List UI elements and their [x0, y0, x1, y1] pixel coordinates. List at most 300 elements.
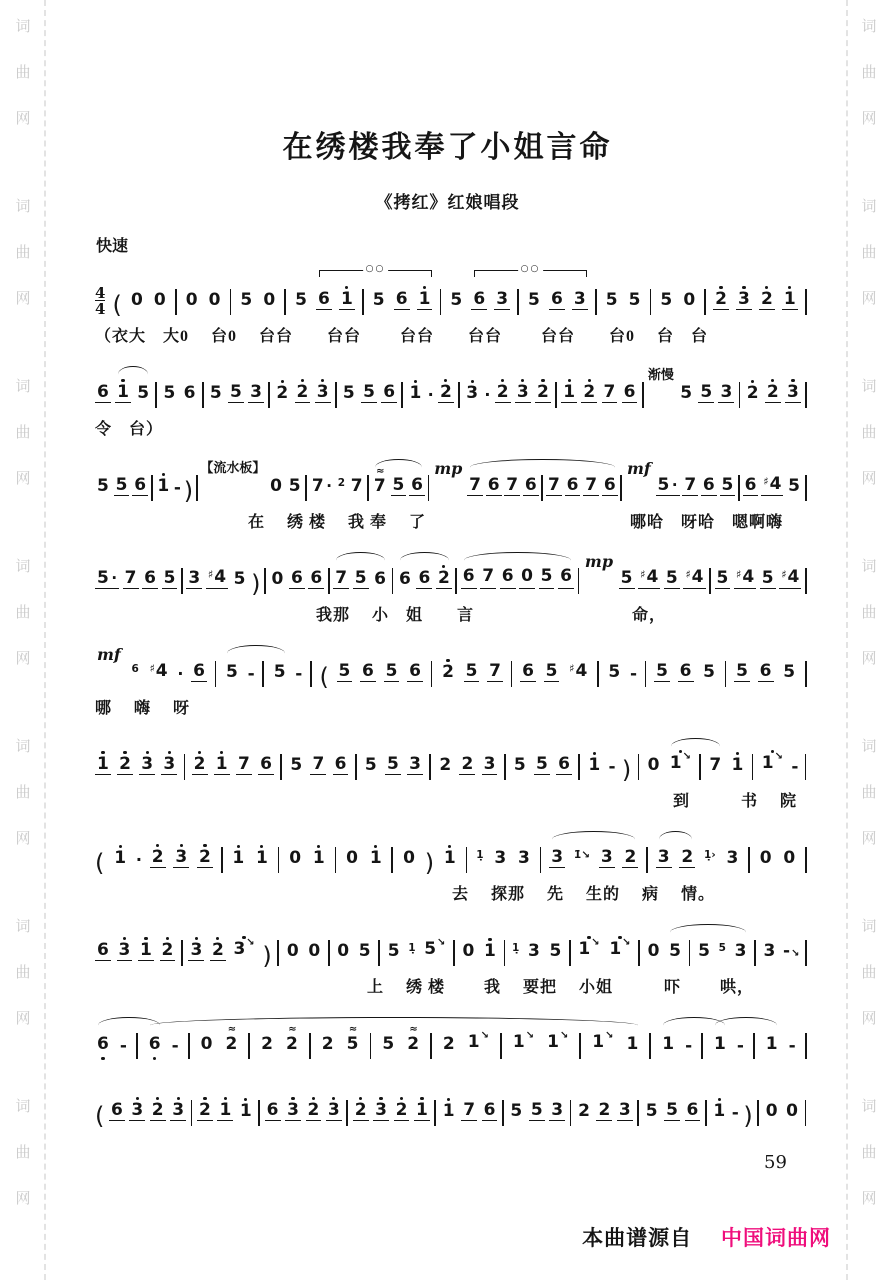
note: 6 [759, 661, 772, 681]
bar-line [367, 475, 369, 501]
bar-line [649, 1033, 651, 1059]
note: 5 [363, 382, 375, 402]
lyrics-line: 去 探那 先 生的 病 情。 [95, 886, 716, 903]
note: 5 [703, 662, 716, 682]
watermark-text: 词 曲 网 [15, 379, 31, 487]
lyrics-line: 到 书 院 [95, 793, 798, 810]
watermark-text: 词 曲 网 [861, 199, 877, 307]
note: 6 [744, 475, 757, 495]
note: 7 [709, 755, 722, 775]
note: 5 [665, 568, 678, 588]
note: 5 [290, 755, 303, 775]
note: 5 [513, 755, 526, 775]
note: 1 ↘ [512, 1030, 535, 1052]
bar-line [453, 940, 455, 966]
note: 1 [155, 464, 171, 506]
note: 5 [680, 383, 693, 403]
page-number: 59 [764, 1152, 787, 1173]
note: 7 [506, 475, 519, 495]
note: 3 [734, 941, 747, 961]
note: ♯ 4 [207, 567, 227, 587]
note: 3 [496, 289, 509, 309]
lyrics-line: （衣大 大0 台0 台台 台台 台台 台台 台台 台0 台 台 [95, 328, 709, 345]
bar-line [748, 847, 750, 873]
note: 1 [112, 836, 128, 878]
grace-note: 1̣ [512, 942, 520, 954]
lyrics-line: 上 绣 楼 我 要把 小姐 吓 哄， [95, 979, 755, 996]
bar-line [455, 568, 457, 594]
note: 2 [192, 742, 208, 785]
dash: - [295, 664, 303, 684]
note: 5 [716, 568, 729, 588]
watermark-text: 词 曲 网 [861, 19, 877, 127]
bar-line [701, 1033, 703, 1059]
note: 5 [736, 661, 748, 681]
note: 5 · [97, 568, 118, 588]
dash: - [171, 1036, 179, 1056]
note: 3 [173, 835, 189, 878]
augmentation-dot: · [135, 850, 142, 869]
note: 6 [409, 661, 421, 681]
watermark-text: 词 曲 网 [861, 379, 877, 487]
note: 2 [535, 370, 551, 413]
bar-line [268, 382, 270, 408]
note: 1 [782, 277, 798, 320]
note: 0 [765, 1101, 778, 1121]
bar-line [335, 382, 337, 408]
note: 3 [315, 370, 331, 413]
note: 5 [163, 383, 176, 403]
lyrics-line: 我那 小 姐 言 命， [95, 607, 667, 624]
note: ♯ 4 [640, 567, 659, 587]
notation-line [95, 1077, 807, 1131]
notation-line [95, 917, 807, 971]
bar-line [705, 1100, 707, 1126]
note: 2 [295, 370, 311, 413]
note: 7 [585, 475, 598, 495]
lyrics-line: 在 绣 楼 我 奉 了 哪哈 呀哈 嗯啊嗨 [95, 514, 784, 531]
note: 2 [210, 928, 226, 971]
note: 6 [679, 661, 692, 681]
grace-note: 1̣ [476, 849, 484, 861]
note: 3 [464, 371, 480, 413]
slur [375, 459, 422, 469]
bar-line [699, 754, 701, 780]
parenthesis: ) [743, 1102, 753, 1130]
dash: - [788, 1036, 796, 1056]
grace-note: 1̣› [704, 849, 716, 861]
score-line [95, 638, 807, 718]
note: 5 [354, 568, 367, 588]
note: 2 [438, 370, 454, 413]
bar-line [689, 940, 691, 966]
note: 1 ↘ [547, 1030, 569, 1052]
note: 0 [308, 941, 321, 961]
note: 5 [295, 290, 307, 310]
note: 5 [450, 290, 463, 310]
note: 7 [603, 382, 616, 402]
note: 3 [551, 847, 564, 867]
note: 6 [418, 568, 431, 588]
note: 5 [137, 383, 150, 403]
note: 7 · [311, 476, 332, 496]
parenthesis: ( [112, 291, 122, 319]
dynamic-marking: mf [97, 645, 121, 664]
dash: - [608, 757, 616, 777]
dynamic-marking: mp [434, 459, 463, 478]
note: 1 ↘ [761, 751, 784, 773]
note: 2 [759, 277, 775, 320]
tempo-marking: 快速 [96, 238, 129, 255]
slur [715, 1017, 777, 1027]
note: 7 [469, 475, 481, 495]
note: 3 [515, 370, 531, 413]
slur [150, 1017, 638, 1027]
dash: -↘ [783, 941, 800, 961]
note: 5 [510, 1101, 523, 1121]
note: 3 [657, 847, 670, 867]
note: 3 [720, 382, 733, 402]
note: 6 [487, 475, 500, 495]
note: 5 ↘ [424, 937, 446, 959]
bar-line [378, 940, 380, 966]
parenthesis: ) [251, 570, 261, 598]
note: 1 [730, 743, 746, 785]
bar-line [181, 940, 183, 966]
note: 6 [461, 554, 477, 599]
note: 5 [230, 382, 242, 402]
note: 0 [286, 941, 299, 961]
bar-line [434, 1100, 436, 1126]
footer [582, 1222, 831, 1252]
note: 3 [785, 370, 801, 413]
bar-line [597, 661, 599, 687]
note: 6 [183, 383, 196, 403]
note: 2 [581, 370, 597, 413]
bar-line [739, 382, 741, 408]
time-signature: 4 4 [95, 284, 106, 318]
bar-line [277, 940, 279, 966]
bar-line [284, 289, 286, 315]
note: 6 [473, 289, 486, 309]
note: 3 [170, 1088, 186, 1131]
note: 1 [311, 836, 327, 878]
note: 1 [217, 1088, 233, 1131]
note: 5 [97, 476, 109, 496]
watermark-text: 词 曲 网 [15, 199, 31, 307]
note: 3 [763, 941, 776, 961]
bar-line [645, 661, 647, 687]
bar-line [391, 847, 393, 873]
bar-line [346, 1100, 348, 1126]
note: 3 [618, 1100, 631, 1120]
note: 5 [338, 661, 351, 681]
notation-line [95, 545, 807, 599]
note: 5 [358, 941, 371, 961]
note: 2 [197, 835, 213, 878]
score-line [95, 545, 807, 625]
dash: - [736, 1036, 744, 1056]
note: 1 ↘ [609, 937, 631, 959]
note: 5 [645, 1101, 658, 1121]
note: 6 [566, 475, 579, 495]
note: 5 [549, 941, 562, 961]
note: 5 [273, 662, 286, 682]
note: 5 [628, 290, 641, 310]
note: 6 [558, 754, 570, 774]
note: 5 [240, 290, 253, 310]
bar-line [511, 661, 513, 687]
note: 1 [368, 836, 384, 878]
note: 2 [394, 1088, 410, 1131]
note: 1 [442, 836, 458, 878]
note: 3 [494, 848, 507, 868]
dash: - [629, 664, 637, 684]
note: 1 [238, 1089, 254, 1131]
bar-line [429, 754, 431, 780]
note: 3 [736, 277, 752, 320]
note: 5 [620, 568, 633, 588]
bar-line [805, 289, 807, 315]
bar-line [754, 940, 756, 966]
score-body [95, 266, 807, 1144]
watermark-text: 词 曲 网 [15, 739, 31, 847]
note: 0 [786, 1101, 798, 1121]
note: 6 [260, 754, 272, 774]
note: 6 [524, 475, 537, 495]
note: 0 [647, 755, 660, 775]
note: ♯ 4 [781, 567, 800, 587]
note: 6 [383, 382, 396, 402]
note: 2 [440, 650, 456, 692]
bar-line [262, 661, 264, 687]
grace-note: 2 [337, 477, 346, 489]
note: 3 [573, 289, 586, 309]
bar-line [578, 568, 580, 594]
bar-line [595, 289, 597, 315]
bar-line [355, 754, 357, 780]
note: 5 [660, 290, 673, 310]
dynamic-marking: mf [626, 459, 651, 478]
bar-line [704, 289, 706, 315]
watermark-text: 词 曲 网 [861, 559, 877, 667]
subtitle: 《拷红》红娘唱段 [375, 193, 520, 212]
note: 2 [160, 928, 176, 971]
note: 2 [578, 1101, 590, 1121]
note: 5 [387, 941, 400, 961]
note: 6 [290, 568, 303, 588]
note: 5 [233, 569, 246, 589]
parenthesis: ( [319, 663, 329, 691]
note: 2 [765, 370, 781, 413]
bar-line [215, 661, 217, 687]
slur [470, 459, 615, 469]
note: ♯ 4 [149, 661, 168, 681]
note: ♯ 4 [735, 567, 755, 587]
bar-line [578, 754, 580, 780]
bar-line [362, 289, 364, 315]
bar-line [221, 847, 223, 873]
bar-line [278, 847, 280, 873]
note: 2 [442, 1034, 455, 1054]
note: 5 [386, 754, 399, 774]
note: 1 [586, 743, 602, 785]
note: 1 [115, 370, 131, 413]
note: 0 [200, 1034, 213, 1054]
note: 1 [765, 1034, 778, 1054]
note: 6 [110, 1100, 123, 1120]
watermark-text: 词 曲 网 [15, 1099, 31, 1207]
dash: - [119, 1036, 127, 1056]
dash: - [247, 664, 255, 684]
note: 2 [598, 1100, 611, 1120]
bar-line [309, 1033, 311, 1059]
note: 7 [237, 754, 250, 774]
note: 6 [623, 382, 636, 402]
slur [118, 366, 148, 376]
note: 6 [558, 554, 574, 599]
note: 6 [686, 1100, 699, 1120]
watermark-text: 词 曲 网 [15, 19, 31, 127]
slur [400, 552, 449, 562]
note: 6 [318, 289, 330, 309]
note: 0 [337, 941, 350, 961]
tempo-label: 【流水板】 [200, 460, 266, 475]
bar-line [805, 475, 807, 501]
bar-line [151, 475, 153, 501]
augmentation-dot: · [427, 385, 434, 404]
note: 5 [530, 1100, 543, 1120]
bar-line [517, 289, 519, 315]
note: 6 [500, 554, 516, 599]
note: 2 [495, 370, 511, 413]
note: 5 [385, 661, 398, 681]
dash: - [791, 757, 799, 777]
footer-site-name: 中国词曲网 [721, 1227, 831, 1250]
note: 2 [306, 1088, 322, 1131]
bar-line [541, 475, 543, 501]
note: 6 [95, 1022, 111, 1064]
notation-line [95, 452, 807, 506]
note: 5 [608, 662, 621, 682]
note: 2 [745, 371, 761, 413]
note: 1 ↘ [578, 937, 600, 959]
note: 0 [462, 941, 475, 961]
bar-line [620, 475, 622, 501]
slur [552, 831, 635, 841]
note: 1 [711, 1089, 727, 1131]
bar-line [392, 568, 394, 594]
note: 0 [759, 848, 772, 868]
note: 2 [439, 755, 452, 775]
note: ♯ 4 [569, 661, 588, 681]
score-line [95, 1010, 807, 1064]
note: 3 [129, 1088, 145, 1131]
note: 5 [721, 475, 734, 495]
note: 1 ↘ [669, 751, 692, 773]
bar-line [328, 568, 330, 594]
note: 5 [364, 755, 377, 775]
note: 6 [702, 475, 715, 495]
note: 1 [230, 836, 246, 878]
bar-line [805, 940, 807, 966]
percussion-bracket: ○○ [319, 270, 432, 277]
note: 5 [115, 475, 128, 495]
note: 2 [713, 277, 729, 320]
slur [671, 738, 720, 748]
parenthesis: ) [621, 756, 632, 784]
note: 1 [138, 928, 154, 971]
note: 7 [480, 554, 496, 599]
bar-line [328, 940, 330, 966]
note: 6 [522, 661, 534, 681]
bar-line [258, 1100, 260, 1126]
note: 1 [407, 371, 423, 413]
note: 6 [550, 289, 563, 309]
note: 0 [208, 290, 221, 310]
note: 5 [288, 476, 301, 496]
note: 3 [726, 848, 739, 868]
augmentation-dot: · [177, 664, 184, 683]
grace-note: 1̇↘ [573, 849, 590, 861]
note: 3 [117, 928, 133, 971]
note: 6 [411, 475, 423, 495]
dash: - [731, 1103, 739, 1123]
bar-line [805, 382, 807, 408]
note: 3 [285, 1088, 301, 1131]
note: 2 [436, 556, 452, 599]
bar-line [504, 754, 506, 780]
slur [670, 924, 746, 934]
note: 5 [698, 941, 710, 961]
note: 5 [783, 662, 796, 682]
note: 6 [603, 475, 616, 495]
bar-line [188, 1033, 190, 1059]
dash: - [685, 1036, 693, 1056]
note: 7 [335, 568, 348, 588]
notation-line [95, 266, 807, 320]
note: 2 [353, 1088, 369, 1131]
note: 3 ↘ [233, 937, 255, 959]
note: 3 [517, 848, 530, 868]
notation-line [95, 359, 807, 413]
bar-line [280, 754, 282, 780]
bar-line [805, 1100, 807, 1126]
note: 0 [270, 476, 283, 496]
notation-line [95, 731, 807, 785]
bar-line [430, 1033, 432, 1059]
dynamic-marking: mp [584, 552, 614, 571]
bar-line [805, 1033, 807, 1059]
note: 0 [519, 554, 535, 599]
watermark-text: 词 曲 网 [861, 919, 877, 1027]
score-line [95, 917, 807, 997]
note: 2 [321, 1034, 334, 1054]
bar-line [502, 1100, 504, 1126]
note: 5 [382, 1034, 395, 1054]
bar-line [650, 289, 652, 315]
note: 5 [536, 754, 548, 774]
note: 3 [139, 742, 155, 785]
page-title: 在绣楼我奉了小姐言命 [282, 131, 613, 164]
notation-line [95, 638, 807, 692]
parenthesis: ( [95, 849, 105, 877]
note: 0 [153, 290, 166, 310]
bar-line [752, 754, 754, 780]
note: 2 [197, 1088, 213, 1131]
augmentation-dot: · [484, 385, 491, 404]
lyrics-line: 令 台） [95, 421, 164, 438]
